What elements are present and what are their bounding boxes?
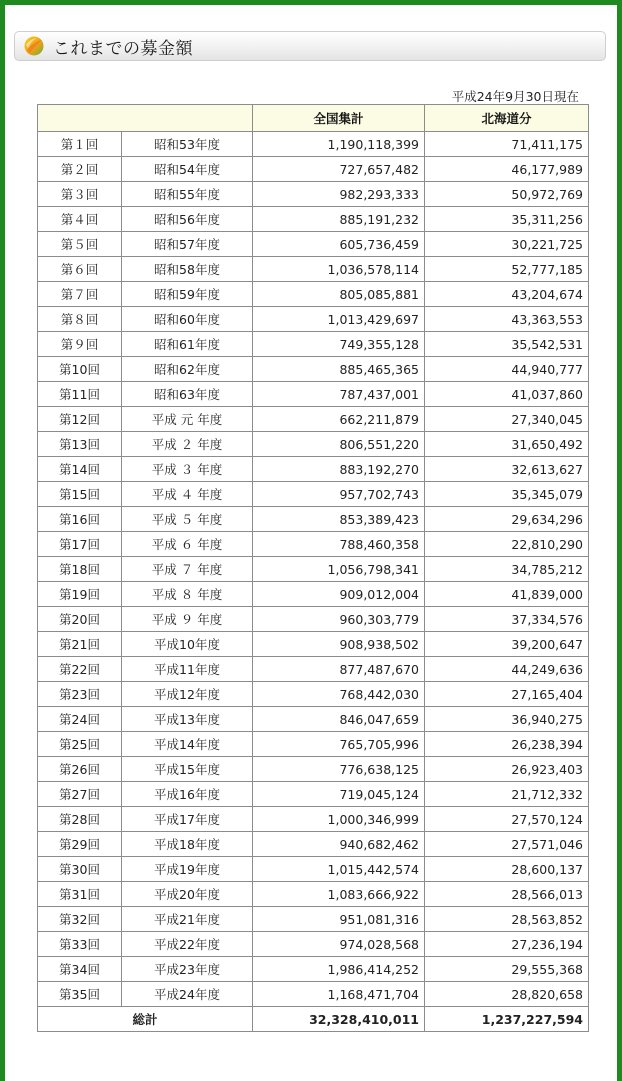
- round-cell: 第20回: [38, 607, 122, 632]
- year-cell: 平成 ３ 年度: [122, 457, 253, 482]
- year-cell: 平成14年度: [122, 732, 253, 757]
- total-national: 32,328,410,011: [253, 1007, 425, 1032]
- table-row: [38, 957, 589, 982]
- as-of-date: 平成24年9月30日現在: [451, 89, 579, 104]
- hokkaido-amount-cell: 29,634,296: [425, 507, 589, 532]
- national-amount-cell: 951,081,316: [253, 907, 425, 932]
- table-row: [38, 407, 589, 432]
- national-amount-cell: 787,437,001: [253, 382, 425, 407]
- year-cell: 昭和60年度: [122, 307, 253, 332]
- year-cell: 平成 ６ 年度: [122, 532, 253, 557]
- page-title: これまでの募金額: [53, 38, 193, 59]
- hokkaido-amount-cell: 44,940,777: [425, 357, 589, 382]
- national-amount-cell: 846,047,659: [253, 707, 425, 732]
- round-cell: 第７回: [38, 282, 122, 307]
- round-cell: 第19回: [38, 582, 122, 607]
- year-cell: 平成15年度: [122, 757, 253, 782]
- national-amount-cell: 1,000,346,999: [253, 807, 425, 832]
- table-row: [38, 807, 589, 832]
- hokkaido-amount-cell: 30,221,725: [425, 232, 589, 257]
- hokkaido-amount-cell: 39,200,647: [425, 632, 589, 657]
- national-amount-cell: 776,638,125: [253, 757, 425, 782]
- total-row: [38, 1007, 589, 1032]
- hokkaido-amount-cell: 26,238,394: [425, 732, 589, 757]
- hokkaido-amount-cell: 31,650,492: [425, 432, 589, 457]
- year-cell: 平成17年度: [122, 807, 253, 832]
- year-cell: 昭和54年度: [122, 157, 253, 182]
- hokkaido-amount-cell: 36,940,275: [425, 707, 589, 732]
- national-amount-cell: 960,303,779: [253, 607, 425, 632]
- table-row: [38, 932, 589, 957]
- year-cell: 平成 ４ 年度: [122, 482, 253, 507]
- table-row: [38, 282, 589, 307]
- table-row: [38, 557, 589, 582]
- year-cell: 平成 ７ 年度: [122, 557, 253, 582]
- table-row: [38, 757, 589, 782]
- hokkaido-amount-cell: 28,563,852: [425, 907, 589, 932]
- hokkaido-amount-cell: 71,411,175: [425, 132, 589, 157]
- table-row: [38, 782, 589, 807]
- national-amount-cell: 788,460,358: [253, 532, 425, 557]
- national-amount-cell: 662,211,879: [253, 407, 425, 432]
- round-cell: 第３回: [38, 182, 122, 207]
- table-row: [38, 532, 589, 557]
- round-cell: 第17回: [38, 532, 122, 557]
- hokkaido-amount-cell: 26,923,403: [425, 757, 589, 782]
- year-cell: 平成10年度: [122, 632, 253, 657]
- hokkaido-amount-cell: 34,785,212: [425, 557, 589, 582]
- national-amount-cell: 853,389,423: [253, 507, 425, 532]
- year-cell: 平成20年度: [122, 882, 253, 907]
- hokkaido-amount-cell: 27,571,046: [425, 832, 589, 857]
- year-cell: 昭和61年度: [122, 332, 253, 357]
- hokkaido-amount-cell: 41,037,860: [425, 382, 589, 407]
- year-cell: 平成18年度: [122, 832, 253, 857]
- year-cell: 昭和53年度: [122, 132, 253, 157]
- round-cell: 第33回: [38, 932, 122, 957]
- hokkaido-amount-cell: 43,204,674: [425, 282, 589, 307]
- national-amount-cell: 1,190,118,399: [253, 132, 425, 157]
- year-cell: 平成 ９ 年度: [122, 607, 253, 632]
- hokkaido-amount-cell: 52,777,185: [425, 257, 589, 282]
- round-cell: 第10回: [38, 357, 122, 382]
- round-cell: 第４回: [38, 207, 122, 232]
- national-amount-cell: 1,015,442,574: [253, 857, 425, 882]
- national-amount-cell: 982,293,333: [253, 182, 425, 207]
- hokkaido-amount-cell: 44,249,636: [425, 657, 589, 682]
- national-amount-cell: 957,702,743: [253, 482, 425, 507]
- hokkaido-amount-cell: 28,820,658: [425, 982, 589, 1007]
- round-cell: 第14回: [38, 457, 122, 482]
- year-cell: 平成21年度: [122, 907, 253, 932]
- national-amount-cell: 805,085,881: [253, 282, 425, 307]
- hokkaido-amount-cell: 28,566,013: [425, 882, 589, 907]
- national-amount-cell: 1,013,429,697: [253, 307, 425, 332]
- round-cell: 第11回: [38, 382, 122, 407]
- national-amount-cell: 1,986,414,252: [253, 957, 425, 982]
- table-row: [38, 457, 589, 482]
- national-amount-cell: 885,191,232: [253, 207, 425, 232]
- table-row: [38, 432, 589, 457]
- round-cell: 第15回: [38, 482, 122, 507]
- round-cell: 第９回: [38, 332, 122, 357]
- year-cell: 平成23年度: [122, 957, 253, 982]
- table-row: [38, 257, 589, 282]
- year-cell: 平成 元 年度: [122, 407, 253, 432]
- table-row: [38, 207, 589, 232]
- national-amount-cell: 749,355,128: [253, 332, 425, 357]
- table-row: [38, 357, 589, 382]
- year-cell: 平成22年度: [122, 932, 253, 957]
- table-row: [38, 307, 589, 332]
- hokkaido-amount-cell: 21,712,332: [425, 782, 589, 807]
- year-cell: 平成24年度: [122, 982, 253, 1007]
- year-cell: 昭和56年度: [122, 207, 253, 232]
- national-amount-cell: 877,487,670: [253, 657, 425, 682]
- table-row: [38, 732, 589, 757]
- national-amount-cell: 1,056,798,341: [253, 557, 425, 582]
- year-cell: 平成 ８ 年度: [122, 582, 253, 607]
- national-amount-cell: 768,442,030: [253, 682, 425, 707]
- year-cell: 昭和57年度: [122, 232, 253, 257]
- year-cell: 平成19年度: [122, 857, 253, 882]
- round-cell: 第12回: [38, 407, 122, 432]
- table-row: [38, 657, 589, 682]
- year-cell: 平成 ２ 年度: [122, 432, 253, 457]
- round-cell: 第２回: [38, 157, 122, 182]
- year-cell: 昭和58年度: [122, 257, 253, 282]
- national-amount-cell: 765,705,996: [253, 732, 425, 757]
- header-hokkaido: 北海道分: [425, 105, 589, 132]
- round-cell: 第34回: [38, 957, 122, 982]
- round-cell: 第30回: [38, 857, 122, 882]
- year-cell: 昭和62年度: [122, 357, 253, 382]
- table-row: [38, 632, 589, 657]
- round-cell: 第29回: [38, 832, 122, 857]
- round-cell: 第22回: [38, 657, 122, 682]
- round-cell: 第31回: [38, 882, 122, 907]
- national-amount-cell: 1,168,471,704: [253, 982, 425, 1007]
- hokkaido-amount-cell: 27,236,194: [425, 932, 589, 957]
- table-row: [38, 882, 589, 907]
- round-cell: 第32回: [38, 907, 122, 932]
- national-amount-cell: 727,657,482: [253, 157, 425, 182]
- national-amount-cell: 1,036,578,114: [253, 257, 425, 282]
- national-amount-cell: 940,682,462: [253, 832, 425, 857]
- national-amount-cell: 1,083,666,922: [253, 882, 425, 907]
- year-cell: 昭和63年度: [122, 382, 253, 407]
- round-cell: 第25回: [38, 732, 122, 757]
- table-row: [38, 507, 589, 532]
- hokkaido-amount-cell: 41,839,000: [425, 582, 589, 607]
- hokkaido-amount-cell: 50,972,769: [425, 182, 589, 207]
- table-row: [38, 382, 589, 407]
- round-cell: 第16回: [38, 507, 122, 532]
- national-amount-cell: 885,465,365: [253, 357, 425, 382]
- donation-table: [37, 104, 589, 1032]
- round-cell: 第１回: [38, 132, 122, 157]
- round-cell: 第35回: [38, 982, 122, 1007]
- round-cell: 第28回: [38, 807, 122, 832]
- table-header-row: [38, 105, 589, 132]
- hokkaido-amount-cell: 43,363,553: [425, 307, 589, 332]
- table-row: [38, 232, 589, 257]
- total-label: 総計: [38, 1007, 253, 1032]
- hokkaido-amount-cell: 27,570,124: [425, 807, 589, 832]
- round-cell: 第23回: [38, 682, 122, 707]
- year-cell: 昭和59年度: [122, 282, 253, 307]
- hokkaido-amount-cell: 35,345,079: [425, 482, 589, 507]
- round-cell: 第26回: [38, 757, 122, 782]
- table-row: [38, 607, 589, 632]
- round-cell: 第８回: [38, 307, 122, 332]
- national-amount-cell: 719,045,124: [253, 782, 425, 807]
- header-blank: [38, 105, 253, 132]
- hokkaido-amount-cell: 27,340,045: [425, 407, 589, 432]
- year-cell: 平成16年度: [122, 782, 253, 807]
- national-amount-cell: 605,736,459: [253, 232, 425, 257]
- table-row: [38, 682, 589, 707]
- national-amount-cell: 806,551,220: [253, 432, 425, 457]
- hokkaido-amount-cell: 37,334,576: [425, 607, 589, 632]
- year-cell: 昭和55年度: [122, 182, 253, 207]
- hokkaido-amount-cell: 22,810,290: [425, 532, 589, 557]
- year-cell: 平成11年度: [122, 657, 253, 682]
- round-cell: 第24回: [38, 707, 122, 732]
- national-amount-cell: 909,012,004: [253, 582, 425, 607]
- table-row: [38, 582, 589, 607]
- table-row: [38, 132, 589, 157]
- hokkaido-amount-cell: 35,311,256: [425, 207, 589, 232]
- table-row: [38, 157, 589, 182]
- year-cell: 平成13年度: [122, 707, 253, 732]
- hokkaido-amount-cell: 35,542,531: [425, 332, 589, 357]
- table-row: [38, 707, 589, 732]
- table-row: [38, 857, 589, 882]
- hokkaido-amount-cell: 27,165,404: [425, 682, 589, 707]
- header-national: 全国集計: [253, 105, 425, 132]
- hokkaido-amount-cell: 46,177,989: [425, 157, 589, 182]
- national-amount-cell: 974,028,568: [253, 932, 425, 957]
- table-row: [38, 332, 589, 357]
- table-row: [38, 832, 589, 857]
- round-cell: 第13回: [38, 432, 122, 457]
- hokkaido-amount-cell: 29,555,368: [425, 957, 589, 982]
- sun-circle-icon: [24, 36, 44, 56]
- table-row: [38, 907, 589, 932]
- year-cell: 平成12年度: [122, 682, 253, 707]
- table-row: [38, 182, 589, 207]
- year-cell: 平成 ５ 年度: [122, 507, 253, 532]
- round-cell: 第27回: [38, 782, 122, 807]
- round-cell: 第18回: [38, 557, 122, 582]
- table-row: [38, 482, 589, 507]
- round-cell: 第６回: [38, 257, 122, 282]
- national-amount-cell: 908,938,502: [253, 632, 425, 657]
- total-hokkaido: 1,237,227,594: [425, 1007, 589, 1032]
- round-cell: 第５回: [38, 232, 122, 257]
- round-cell: 第21回: [38, 632, 122, 657]
- table-row: [38, 982, 589, 1007]
- hokkaido-amount-cell: 28,600,137: [425, 857, 589, 882]
- national-amount-cell: 883,192,270: [253, 457, 425, 482]
- hokkaido-amount-cell: 32,613,627: [425, 457, 589, 482]
- section-heading: [14, 31, 606, 61]
